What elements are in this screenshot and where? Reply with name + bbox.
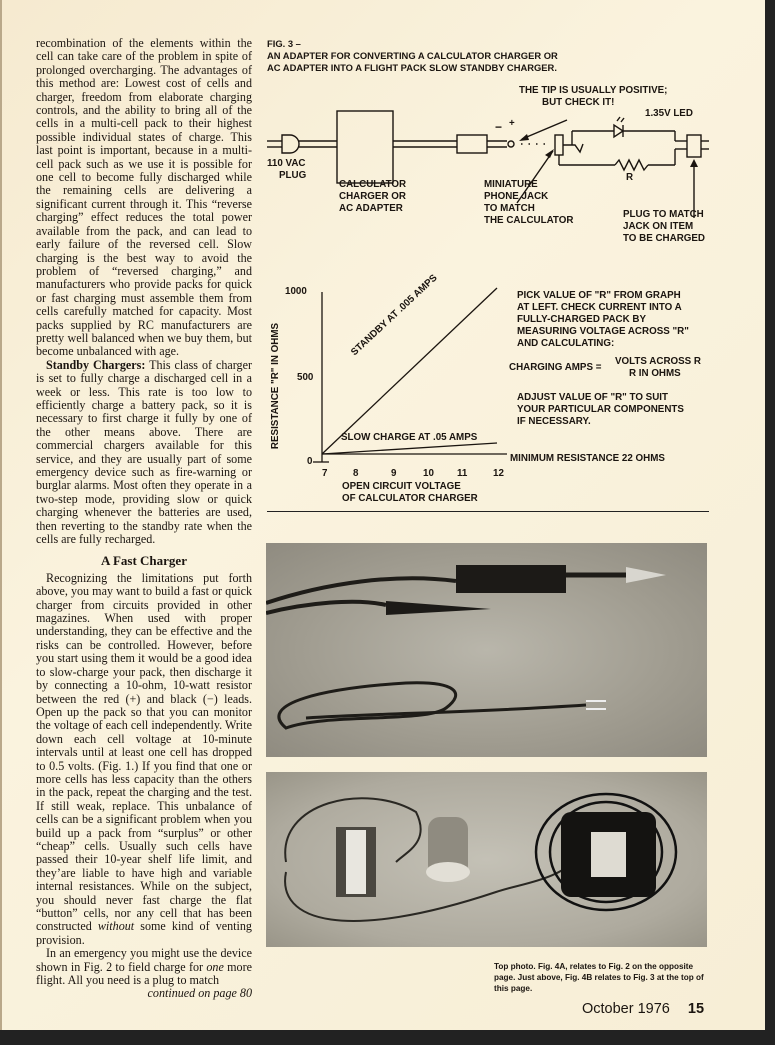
phone-jack-icon — [555, 135, 563, 155]
circuit-diagram: THE TIP IS USUALLY POSITIVE; BUT CHECK IT! 1.35V LED − + 110 VAC PLUG CALCULATOR CHARGER OR AC ADAPTER MINIATURE PHONE JACK TO MATCH THE CALCULATOR R PLUG TO MATCH JACK ON ITEM TO BE CHARGED — [257, 85, 717, 250]
resistor-label: R — [626, 172, 634, 183]
resistor-sleeve-icon — [456, 565, 566, 593]
cord-plug-icon — [457, 135, 487, 153]
resistance-chart: 1000 500 0 RESISTANCE "R" IN OHMS 7 8 9 10 11 12 OPEN CIRCUIT VOLTAGE OF CALCULATOR CHARGER STANDBY AT .005 AMPS SLOW CHARGE AT .05 AMPS MINIMUM RESISTANCE 22 OHMS PICK VALUE OF "R" FROM GRAPH AT LEFT. CHECK CURRENT INTO A FULLY-CHARGED PACK BY MEASURING VOLTAGE ACROSS "R" AND CALCULATING: CHARGING AMPS = VOLTS ACROSS R R IN OHMS ADJUST VALUE OF "R" TO SUIT YOUR PARTICULAR COMPONENTS IF NECESSARY. — [257, 280, 717, 515]
formula-left: CHARGING AMPS = — [509, 362, 602, 373]
figure-caption: FIG. 3 – AN ADAPTER FOR CONVERTING A CALCULATOR CHARGER OR AC ADAPTER INTO A FLIGHT PACK SLOW STANDBY CHARGER. — [267, 38, 687, 74]
photo-fig-4a — [266, 543, 707, 757]
standby-line — [322, 288, 497, 454]
standby-heading: Standby Chargers: — [46, 357, 146, 372]
emergency-paragraph: In an emergency you might use the device shown in Fig. 2 to field charge for one more flight. All you need is a plug to match — [36, 946, 253, 988]
page-number: 15 — [687, 1001, 705, 1017]
slow-charge-series-label: SLOW CHARGE AT .05 AMPS — [341, 432, 478, 443]
y-axis-label: RESISTANCE "R" IN OHMS — [270, 322, 281, 450]
chart-adjust-note: ADJUST VALUE OF "R" TO SUIT YOUR PARTICULAR COMPONENTS IF NECESSARY. — [517, 392, 684, 427]
slow-charge-line — [322, 443, 497, 454]
article-column — [36, 37, 252, 1001]
divider — [267, 511, 709, 512]
standby-series-label: STANDBY AT .005 AMPS — [349, 272, 440, 359]
led-icon — [614, 125, 623, 137]
fast-charger-paragraph: Recognizing the limitations put forth above, you may want to build a fast or quick charger from circuits provided in other magazines. When used with proper understanding, they can be effective and the risks can be controlled. However, before you start using them it would be a good idea to slow-charge your pack, then discharge it by connecting a 10-ohm, 10-watt resistor between the red (+) and black (−) leads. Open up the pack so that you can monitor the voltage of each cell independently. Write down each cell voltage at 10-minute intervals until at least one cell has dropped to 0.5 volts. (Fig. 1.) If you find that one or more cells has less capacity than the others in the pack, repeat the charging and the test. If still weak, replace. This unbalance of cells can be a significant problem when you build up a pack from “surplus” or other “cheap” cells. Usually such cells have passed their 10-year shelf life limit, and they’are liable to have high and variable internal resistances. While on the subject, you should never fast charge the flat “button” cells, nor any cell that has been constructed without some kind of venting provision. — [36, 570, 252, 947]
led-label: 1.35V LED — [645, 108, 693, 119]
minimum-resistance-label: MINIMUM RESISTANCE 22 OHMS — [510, 453, 665, 464]
issue-date: October 1976 — [582, 1001, 670, 1017]
photo-caption: Top photo. Fig. 4A, relates to Fig. 2 on the opposite page. Just above, Fig. 4B relates to Fig. 3 at the top of this page. — [494, 962, 704, 993]
page-footer — [582, 1001, 704, 1017]
standby-paragraph: Standby Chargers: This class of charger is set to fully charge a discharged cell in a week or less. This rate is too low to efficiently charge a battery pack, so it is necessary to first charge it fully by one of the other means above. There are commercial chargers available for this service, and they are usually part of some emergency device such as fire-warning or burglar alarms. Most often they operate in a two-step mode, providing slow or quick charging whenever the batteries are used, then reverting to the standby rate when the cells are fully recharged. — [36, 357, 252, 547]
photo-fig-4b — [266, 772, 707, 947]
article-paragraph: recombination of the elements within the cell can take care of the problem in spite of prolonged overcharging. The advantages of this method are: Lowest cost of cells and charger, freedom from elaborate charging controls, and the ability to bring all of the cells in a multi-cell pack to their highest possible individual states of charge. This last point is important, because in a multi-cell pack such as we use it is possible for one cell to become fully discharged while the remaining cells are delivering a significant current through it. This “reverse charging” effect reduces the total power available from the pack, and can lead to early failure of the reversed cell. Slow charging is the best way to avoid the problem of “reversed charging,” and manufacturers who provide packs for quick or fast charging must assemble them from cells carefully matched for capacity. Most packs supplied by RC manufacturers are pretty well balanced when we buy them, but become unbalanced with age. — [36, 36, 252, 359]
resistor-icon — [615, 160, 648, 170]
alligator-clip-icon-2 — [386, 601, 491, 615]
chart-note: PICK VALUE OF "R" FROM GRAPH AT LEFT. CHECK CURRENT INTO A FULLY-CHARGED PACK BY MEASURING VOLTAGE ACROSS "R" AND CALCULATING: — [517, 290, 689, 349]
ac-plug-icon — [282, 135, 299, 153]
output-plug-icon — [687, 135, 701, 157]
formula-denominator: R IN OHMS — [629, 368, 681, 379]
alligator-clip-icon — [626, 567, 666, 583]
figure-number: FIG. 3 – — [267, 38, 301, 49]
formula-numerator: VOLTS ACROSS R — [615, 356, 701, 367]
section-heading: A Fast Charger — [101, 553, 187, 569]
continued-link[interactable]: continued on page 80 — [147, 986, 252, 1001]
adapter-box-icon — [337, 111, 393, 183]
